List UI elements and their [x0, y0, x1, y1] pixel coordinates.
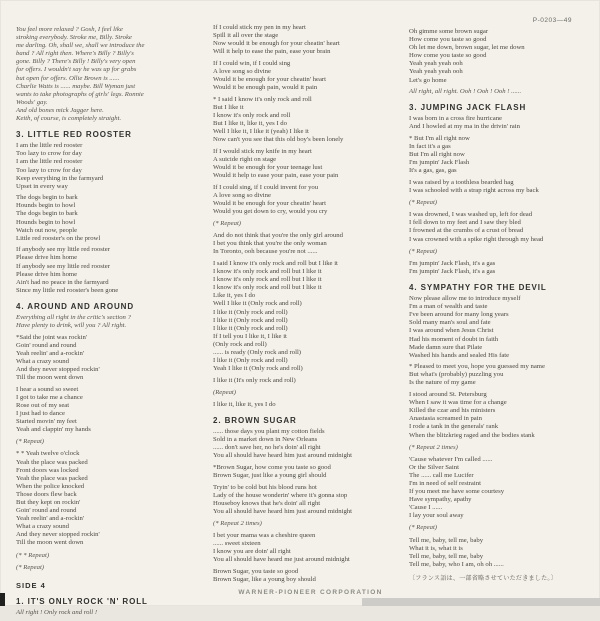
lyric-line: And they never stopped rockin' [16, 531, 100, 539]
lyric-line: Ain't had no peace in the farmyard [16, 278, 109, 286]
lyric-line: Yeah and clappin' my hands [16, 426, 91, 434]
lyric-line: Yeah I like it (Only rock and roll) [213, 365, 303, 373]
lyric-line: gone. Billy ? There's Billy ! Billy's very open [16, 58, 136, 66]
lyric-line: Brown Sugar, you taste so good [213, 568, 299, 576]
repeat-note: (* Repeat) [213, 220, 242, 228]
lyric-line: Goin' round and round [16, 507, 77, 515]
lyric-line: Please drive him home [16, 254, 78, 262]
lyric-line: Sold many man's soul and fate [409, 319, 491, 327]
lyric-line: I'm jumpin' Jack Flash, it's a gas [409, 267, 496, 275]
side-label: SIDE 4 [16, 580, 46, 590]
lyric-line: All right ! Only rock and roll ! [16, 608, 98, 616]
lyric-line: Hounds begin to howl [16, 218, 76, 226]
lyric-line: Well I like it (Only rock and roll) [213, 300, 302, 308]
lyric-line: If I would stick my knife in my heart [213, 147, 312, 155]
lyric-line: When the blitzkrieg raged and the bodies stank [409, 431, 535, 439]
repeat-note: (* Repeat 2 times) [213, 520, 262, 528]
lyric-block [16, 334, 206, 383]
lyric-block [409, 260, 595, 276]
lyric-line: Houseboy knows that he's doin' all right [213, 499, 321, 507]
lyric-line: Too lazy to crow for day [16, 166, 82, 174]
lyric-line: What it is, what it is [409, 544, 463, 552]
lyric-block [213, 96, 408, 145]
lyric-line: I was around when Jesus Christ [409, 327, 494, 335]
lyric-line: Tell me, baby, tell me, baby [409, 536, 484, 544]
song-title: 4. SYMPATHY FOR THE DEVIL [409, 282, 547, 292]
lyric-line: In fact it's a gas [409, 143, 451, 151]
lyric-line: I like it (Only rock and roll) [213, 308, 288, 316]
song-title: 4. AROUND AND AROUND [16, 301, 134, 311]
lyric-line: The ...... call me Lucifer [409, 471, 474, 479]
lyric-line: Yeah yeah yeah ooh [409, 60, 463, 68]
lyric-block [409, 115, 595, 131]
lyric-line: I bet your mama was a cheshire queen [213, 532, 316, 540]
lyric-line: I fell down to my feet and I saw they bled [409, 219, 521, 227]
lyric-line: But I'm all right now [409, 151, 465, 159]
lyric-line: Little red rooster's on the prowl [16, 234, 101, 242]
lyric-line: Is the nature of my game [409, 379, 476, 387]
lyric-line: If you meet me have some courtesy [409, 488, 505, 496]
lyric-line: Yeah reelin' and a-rockin' [16, 515, 85, 523]
lyric-line: Watch out now, people [16, 226, 78, 234]
repeat-note: (* Repeat) [16, 563, 45, 571]
lyric-line: A love song so divine [213, 191, 271, 199]
lyric-line: me darling. Oh, shall we, shall we introduce the [16, 42, 145, 50]
lyric-line: A suicide right on stage [213, 155, 277, 163]
lyric-line: Like it, yes I do [213, 292, 256, 300]
lyric-line: Spill it all over the stage [213, 32, 279, 40]
lyric-line: I like it (Only rock and roll) [213, 324, 288, 332]
lyric-line: Would it be enough for your cheatin' heart [213, 76, 327, 84]
lyric-line: What a crazy sound [16, 523, 69, 531]
lyric-line: I like it (It's only rock and roll) [213, 376, 296, 384]
lyric-block [16, 246, 206, 295]
lyric-line: I was drowned, I was washed up, left for dead [409, 211, 533, 219]
lyric-line: Oh let me down, brown sugar, let me down [409, 44, 525, 52]
lyric-block [16, 26, 206, 123]
catalog-number: P-0203—49 [532, 17, 572, 24]
repeat-note: (* Repeat) [409, 199, 438, 207]
lyric-line: If I could stick my pen in my heart [213, 24, 306, 31]
lyric-line: I know it's only rock and roll but I like it [213, 276, 322, 284]
lyric-line: I was born in a cross fire hurricane [409, 115, 503, 123]
lyric-line: In Toronto, ooh because you're not ...... [213, 248, 318, 256]
lyric-line: Yeah reelin' and a-rockin' [16, 349, 85, 357]
lyric-line: band ? All right then. Where's Billy ? Billy's [16, 50, 134, 58]
lyric-line: *Said the joint was rockin' [16, 333, 88, 341]
lyric-line: Tell me, baby, who I am, oh oh ...... [409, 560, 504, 568]
lyric-line: If I could sing, if I could invent for you [213, 183, 319, 191]
lyric-line: Have plenty to drink, will you ? All right. [16, 322, 127, 330]
lyric-line: Till the moon went down [16, 539, 84, 547]
lyric-line: How come you taste so good [409, 52, 487, 60]
lyric-line: When the police knocked [16, 482, 85, 490]
lyric-line: I stood around St. Petersburg [409, 391, 487, 399]
lyric-line: ...... don't save her, no he's doin' all right [213, 444, 321, 452]
lyric-line: Will it help to ease the pain, ease your brain [213, 48, 331, 56]
lyric-line: 'Cause whatever I'm called ...... [409, 455, 493, 463]
lyric-block [213, 428, 408, 460]
lyric-line: I was schooled with a strap right across my back [409, 187, 539, 195]
lyric-line: I'm in need of self restraint [409, 480, 481, 487]
lyric-line: I know it's only rock and roll but I like it [213, 284, 322, 292]
lyric-line: Yeah the place was packed [16, 458, 88, 466]
lyric-line: Made damn sure that Pilate [409, 343, 483, 351]
lyric-line: And I howled at my ma in the drivin' rain [409, 123, 520, 131]
lyric-line: Would it help to ease your pain, ease your pain [213, 172, 339, 180]
lyric-line: Washed his hands and sealed His fate [409, 351, 510, 359]
lyric-line: Too lazy to crow for day [16, 150, 82, 158]
lyric-line: Lady of the house wonderin' where it's gonna stop [213, 491, 348, 499]
lyric-block [213, 184, 408, 216]
lyric-line: Now would it be enough for your cheatin' heart [213, 40, 340, 48]
lyric-line: How come you taste so good [409, 36, 487, 44]
lyric-line: Let's go home [409, 76, 447, 84]
song-title: 3. LITTLE RED ROOSTER [16, 130, 132, 140]
lyric-block [213, 232, 408, 256]
lyric-line: Or the Silver Saint [409, 463, 459, 471]
lyric-line: I've been around for many long years [409, 311, 509, 319]
lyric-line: And do not think that you're the only girl around [213, 232, 343, 240]
japanese-note: 〔フランス語は、一部省略させていただきました。〕 [409, 575, 558, 582]
lyric-line: Please drive him home [16, 270, 78, 278]
lyric-line: The dogs begin to bark [16, 210, 78, 218]
lyric-line: Started movin' my feet [16, 418, 77, 426]
repeat-note: (Repeat) [213, 388, 237, 396]
lyric-line: I rode a tank in the generals' rank [409, 423, 499, 431]
lyric-line: stroking everybody. Stroke me, Billy. Stroke [16, 34, 132, 42]
lyric-block [409, 295, 595, 360]
lyric-line: Tell me, baby, tell me, baby [409, 552, 484, 560]
lyric-line: I'm a man of wealth and taste [409, 303, 488, 311]
lyrics-column-right [409, 28, 595, 587]
lyric-line: Upset in every way [16, 182, 68, 190]
lyric-line: Those doors flew back [16, 490, 77, 498]
lyric-line: If anybody see my little red rooster [16, 262, 110, 270]
lyric-line: * Pleased to meet you, hope you guessed my name [409, 363, 545, 371]
lyric-block [213, 377, 408, 385]
lyric-line: I just had to dance [16, 410, 66, 418]
lyric-block [213, 484, 408, 516]
lyric-line: Tryin' to be cold but his blood runs hot [213, 483, 317, 491]
lyric-line: I like it, like it, yes I do [213, 400, 276, 408]
lyric-line: Front doors was locked [16, 466, 79, 474]
lyric-line: And they never stopped rockin' [16, 366, 100, 374]
lyric-line: I lay your soul away [409, 512, 464, 520]
lyric-line: Now please allow me to introduce myself [409, 295, 521, 303]
lyric-block [409, 456, 595, 521]
lyric-block [16, 450, 206, 547]
lyric-block [213, 532, 408, 564]
lyric-line: Killed the czar and his ministers [409, 407, 496, 415]
lyric-line: I'm jumpin' Jack Flash, it's a gas [409, 259, 496, 267]
lyric-line: I know you are doin' all right [213, 548, 291, 556]
lyric-line: A love song so divine [213, 67, 271, 75]
scan-edge-shade [362, 598, 600, 606]
lyric-block [213, 60, 408, 92]
lyric-line: Charlie Watts is ...... maybe. Bill Wyman just [16, 82, 136, 90]
lyric-line: Well I like it, I like it (yeah) I like it [213, 128, 309, 136]
repeat-note: (* Repeat) [409, 247, 438, 255]
lyric-line: Would it be enough for your cheatin' heart [213, 199, 327, 207]
lyric-line: *Brown Sugar, how come you taste so good [213, 464, 331, 471]
lyrics-column-middle [213, 24, 408, 588]
lyrics-column-left [16, 26, 206, 621]
lyric-line: I bet you think that you're the only woman [213, 240, 327, 248]
lyric-line: I frowned at the crumbs of a crust of bread [409, 227, 524, 235]
lyric-block [16, 386, 206, 435]
lyric-block [409, 391, 595, 440]
lyric-line: (Only rock and roll) [213, 340, 267, 348]
lyric-block [409, 211, 595, 243]
lyric-line: If anybody see my little red rooster [16, 246, 110, 254]
lyric-line: Have sympathy, apathy [409, 496, 472, 504]
lyric-block [409, 363, 595, 387]
lyric-line: If I tell you I like it, I like it [213, 332, 287, 340]
lyric-line: You all should have heard him just around midnight [213, 452, 353, 460]
lyric-line: Since my little red rooster's been gone [16, 286, 119, 294]
lyric-line: Would it be enough for your teenage lust [213, 164, 323, 171]
lyric-line: You feel more relaxed ? Gosh, I feel like [16, 26, 123, 33]
repeat-note: (* Repeat) [409, 524, 438, 532]
repeat-note: (* * Repeat) [16, 551, 50, 559]
lyric-line: I'm jumpin' Jack Flash [409, 159, 470, 167]
lyric-line: Keep everything in the farmyard [16, 174, 104, 182]
lyric-block [16, 314, 206, 330]
lyric-line: Had his moment of doubt in faith [409, 335, 499, 343]
lyric-line: Anastasia screamed in pain [409, 415, 482, 423]
lyric-line: Brown Sugar, just like a young girl should [213, 472, 327, 480]
lyric-block [16, 194, 206, 243]
lyric-line: But I like it [213, 103, 244, 111]
lyric-line: Sold in a market down in New Orleans [213, 436, 318, 444]
lyric-line: If I could win, if I could sing [213, 59, 291, 67]
lyric-line: for offers. I wouldn't say he was up for grabs [16, 66, 137, 74]
lyric-block [213, 401, 408, 409]
lyric-line: I like it (Only rock and roll) [213, 316, 288, 324]
publisher-credit: WARNER-PIONEER CORPORATION [238, 589, 383, 596]
lyric-line: What a crazy sound [16, 357, 69, 365]
lyric-line: Everything all right in the critic's section ? [16, 314, 131, 321]
lyric-line: But they kept on rockin' [16, 498, 81, 506]
lyric-line: When I saw it was time for a change [409, 399, 507, 407]
lyric-line: Yeah yeah yeah ooh [409, 68, 463, 76]
lyric-block [213, 568, 408, 584]
lyric-line: It's a gas, gas, gas [409, 167, 457, 175]
lyric-line: Goin' round and round [16, 341, 77, 349]
lyric-block [409, 88, 595, 96]
lyric-block [213, 148, 408, 180]
song-title: 3. JUMPING JACK FLASH [409, 103, 527, 113]
lyric-line: The dogs begin to bark [16, 194, 78, 202]
lyric-line: * I said I know it's only rock and roll [213, 95, 312, 103]
lyric-line: I hear a sound so sweet [16, 385, 79, 393]
lyric-line: But what's (probably) puzzling you [409, 371, 504, 379]
repeat-note: (* Repeat) [16, 438, 45, 446]
lyric-block [16, 142, 206, 191]
lyric-line: Brown Sugar, like a young boy should [213, 576, 316, 584]
lyric-line: I was raised by a toothless bearded hag [409, 179, 514, 186]
lyric-line: ...... sweet sixteen [213, 540, 261, 548]
song-title: 1. IT'S ONLY ROCK 'N' ROLL [16, 596, 148, 606]
lyric-line: wants to take photographs of girls' legs. Ronnie [16, 90, 144, 98]
lyric-block [409, 28, 595, 85]
lyric-line: I am the little red rooster [16, 142, 83, 150]
lyric-line: * * Yeah twelve o'clock [16, 450, 80, 458]
lyric-line: I said I know it's only rock and roll but I like it [213, 259, 338, 267]
lyric-line: I know it's only rock and roll [213, 111, 291, 119]
lyric-line: * But I'm all right now [409, 135, 470, 143]
lyric-line: I am the little red rooster [16, 158, 83, 166]
lyric-line: 'Cause I ...... [409, 504, 443, 512]
lyric-block [409, 179, 595, 195]
lyric-line: I like it (Only rock and roll) [213, 357, 288, 365]
lyric-line: Hounds begin to howl [16, 202, 76, 210]
lyric-line: ...... those days you plant my cotton fields [213, 428, 325, 436]
lyric-line: I got to take me a chance [16, 393, 83, 401]
song-title: 2. BROWN SUGAR [213, 416, 297, 426]
lyric-block [213, 260, 408, 373]
lyric-line: I know it's only rock and roll but I like it [213, 268, 322, 276]
lyric-line: Rose out of my seat [16, 401, 70, 409]
lyric-line: But I like it, like it, yes I do [213, 120, 287, 128]
lyric-line: ...... is ready (Only rock and roll) [213, 348, 302, 356]
lyric-line: All right, all right. Ooh ! Ooh ! Ooh ! ...... [409, 88, 522, 96]
lyric-line: You all should have heard me just around midnight [213, 556, 350, 564]
lyric-line: Now can't you see that this old boy's been lonely [213, 136, 344, 144]
lyric-block [409, 537, 595, 569]
lyric-line: Woods' gay. [16, 98, 48, 106]
lyric-line: but open for offers. Ollie Brown is ...... [16, 74, 120, 82]
lyric-line: Oh gimme some brown sugar [409, 28, 489, 35]
lyric-block [213, 24, 408, 56]
scan-edge-mark [0, 593, 5, 606]
lyric-block [409, 135, 595, 175]
lyric-block [16, 609, 206, 617]
lyric-line: Till the moon went down [16, 374, 84, 382]
lyric-line: Would you get down to cry, would you cry [213, 207, 328, 215]
repeat-note: (* Repeat 2 times) [409, 443, 458, 451]
lyric-line: I was crowned with a spike right through my head [409, 235, 544, 243]
lyric-line: Yeah the place was packed [16, 474, 88, 482]
lyric-line: Keith, of course, is completely straight. [16, 115, 122, 123]
lyric-line: And old bones mick Jagger here. [16, 106, 104, 114]
lyric-line: You all should have heard him just around midnight [213, 507, 353, 515]
lyric-block [213, 464, 408, 480]
lyric-line: Would it be enough pain, would it pain [213, 84, 318, 92]
